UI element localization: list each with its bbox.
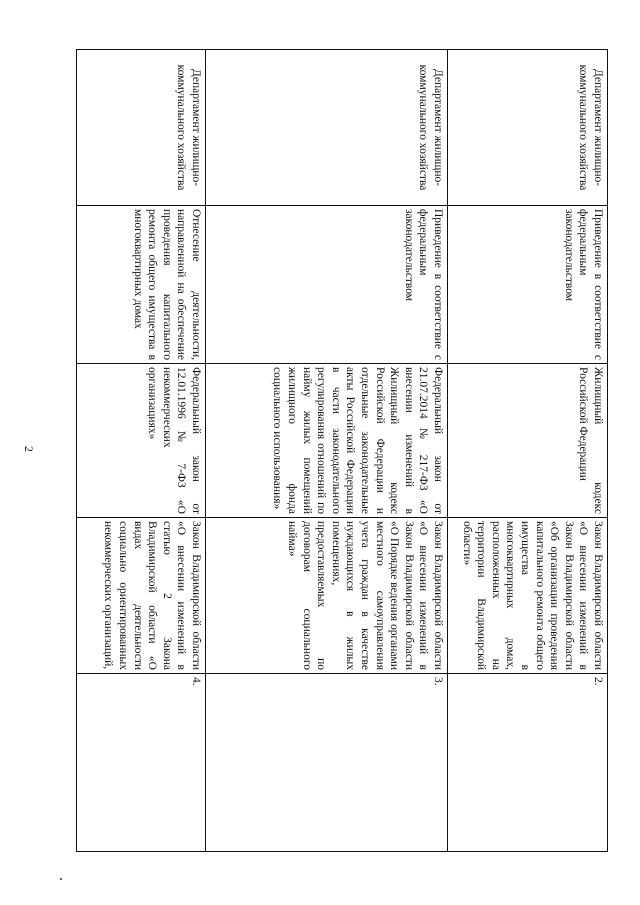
page-number: 2 bbox=[22, 446, 36, 452]
basis-cell: Федеральный закон от 21.07.2014 № 217-ФЗ «О внесении изменений в Жилищный кодекс Российской Федерации и отдельные законодательные акты Российской Федерации в части законодательного регулирования отношений по найму жилых помещений жилищного фонда социального использования» bbox=[206, 364, 448, 518]
reason-cell: Отнесение деятельности, направленной на обеспечение проведения капитального ремонта общего имущества в многоквартирных домах bbox=[77, 206, 206, 364]
table-row bbox=[448, 50, 608, 852]
executor-cell: Департамент жилищно-коммунального хозяйства bbox=[77, 50, 206, 206]
executor-cell: Департамент жилищно-коммунального хозяйства bbox=[206, 50, 448, 206]
basis-cell: Федеральный закон от 12.01.1996 № 7-ФЗ «О некоммерческих организациях» bbox=[77, 364, 206, 518]
row-number-cell: 2. bbox=[448, 674, 608, 852]
table-row bbox=[77, 50, 206, 852]
basis-cell: Жилищный кодекс Российской Федерации bbox=[448, 364, 608, 518]
legislation-table bbox=[76, 49, 608, 852]
row-number-cell: 4. bbox=[77, 674, 206, 852]
rotated-table-wrapper bbox=[77, 49, 608, 851]
executor-cell: Департамент жилищно-коммунального хозяйства bbox=[448, 50, 608, 206]
act-cell: Закон Владимирской области «О внесении изменений в Закон Владимирской области «Об организации проведения капитального ремонта общего имущества в многоквартирных домах, расположенных на территории Владимирской области» bbox=[448, 518, 608, 674]
reason-cell: Приведение в соответствие с федеральным законодательством bbox=[206, 206, 448, 364]
row-number-cell: 3. bbox=[206, 674, 448, 852]
scan-mark bbox=[60, 878, 62, 880]
reason-cell: Приведение в соответствие с федеральным законодательством bbox=[448, 206, 608, 364]
act-cell: Закон Владимирской области «О внесении изменений в Закон Владимирской области «О Порядке ведения органами местного самоуправления учета граждан в качестве нуждающихся в жилых помещениях, предоставляемых по договорам социального найма» bbox=[206, 518, 448, 674]
table-row bbox=[206, 50, 448, 852]
act-cell: Закон Владимирской области «О внесении изменений в статью 2 Закона Владимирской области «О видах деятельности социально ориентированных некоммерческих организаций, bbox=[77, 518, 206, 674]
